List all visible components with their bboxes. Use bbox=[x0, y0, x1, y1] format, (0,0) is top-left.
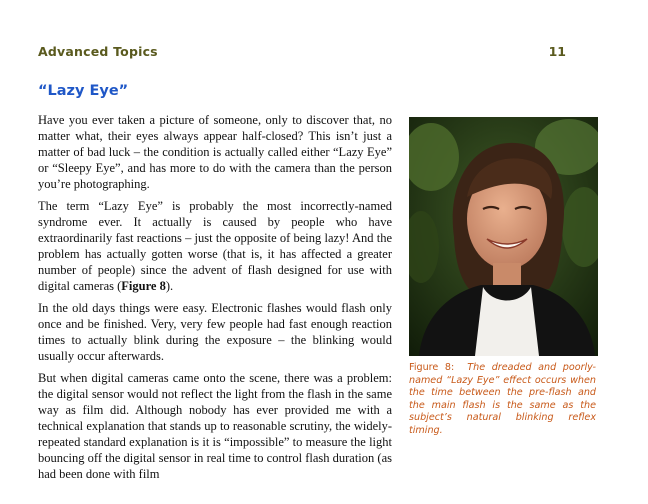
figure-caption-label: Figure 8: bbox=[409, 362, 455, 373]
figure-caption bbox=[409, 362, 596, 437]
figure-reference: Figure 8 bbox=[121, 279, 166, 293]
section-title: “Lazy Eye” bbox=[38, 83, 129, 99]
body-text-column bbox=[38, 112, 392, 488]
paragraph-1: Have you ever taken a picture of someone, only to discover that, no matter what, their eyes always appear half-closed? This isn’t just a matter of bad luck – the condition is actually called either “Lazy Eye” or “Sleepy Eye”, and has more to do with the camera than the person you’re photographing. bbox=[38, 113, 392, 191]
paragraph-2 bbox=[38, 198, 392, 294]
figure-caption-text: The dreaded and poorly-named “Lazy Eye” effect occurs when the time between the pre-flash and the main flash is the same as the subject’s natural blinking reflex timing. bbox=[409, 362, 596, 436]
figure-photo bbox=[409, 117, 598, 356]
page-number: 11 bbox=[548, 44, 566, 59]
paragraph-4: But when digital cameras came onto the scene, there was a problem: the digital sensor would not reflect the light from the flash in the same way as film did. Although nobody has ever provided me with a technical explanation that stands up to reasonable scrutiny, the widely-repeated standard explanation is it is “impossible” to measure the light bouncing off the digital sensor in real time to control flash duration (as had been done with film bbox=[38, 371, 392, 481]
paragraph-3: In the old days things were easy. Electronic flashes would flash only once and be finished. Very, very few people had fast enough reaction times to actually blink during the exposure – the blinking would usually occur afterwards. bbox=[38, 301, 392, 363]
paragraph-2-end: ). bbox=[165, 279, 174, 293]
running-header-title: Advanced Topics bbox=[38, 44, 158, 59]
paragraph-2-text: The term “Lazy Eye” is probably the most incorrectly-named syndrome ever. It actually is caused by people who have extraordinarily fast reactions – just the opposite of being lazy! And the problem has actually gotten worse (that is, it has affected a greater number of people) since the advent of flash designed for use with digital cameras ( bbox=[38, 199, 392, 293]
portrait-illustration bbox=[409, 117, 598, 356]
